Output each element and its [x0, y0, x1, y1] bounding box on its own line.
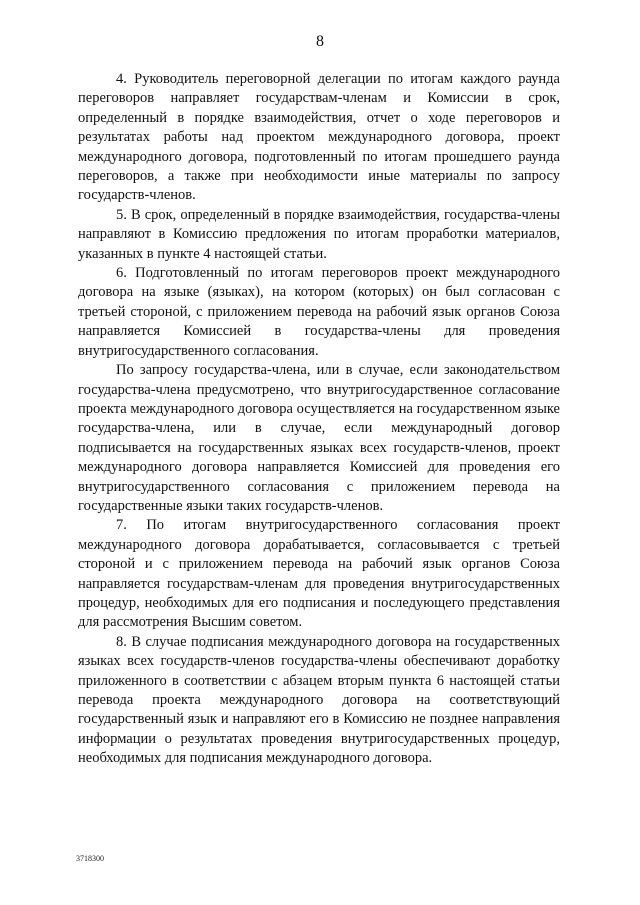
paragraph-point-6: 6. Подготовленный по итогам переговоров проект международного договора на языке (языках), на котором (которых) он был согласован с третьей стороной, с приложением перевода на рабочий язык органов Союза направляется Комиссией в государства-члены для проведения внутригосударственного согласования.	[78, 265, 560, 359]
page-number: 8	[316, 33, 324, 50]
paragraph-point-4: 4. Руководитель переговорной делегации по итогам каждого раунда переговоров направляет государствам-членам и Комиссии в срок, определенный в порядке взаимодействия, отчет о ходе переговоров и результатах работы над проектом международного договора, проект международного договора, подготовленный по итогам прошедшего раунда переговоров, а также при необходимости иные материалы по запросу государств-членов.	[78, 71, 560, 204]
paragraph-point-5: 5. В срок, определенный в порядке взаимодействия, государства-члены направляют в Комиссию предложения по итогам проработки материалов, указанных в пункте 4 настоящей статьи.	[78, 206, 560, 262]
paragraph-point-8: 8. В случае подписания международного договора на государственных языках всех государств-членов государства-члены обеспечивают доработку приложенного в соответствии с абзацем вторым пункта 6 настоящей статьи перевода проекта международного договора на соответствующий государственный язык и направляют его в Комиссию не позднее направления информации о результатах проведения внутригосударственных процедур, необходимых для подписания международного договора.	[78, 633, 560, 767]
document-code: 3718300	[76, 854, 104, 863]
document-body	[78, 70, 560, 769]
paragraph-point-7: 7. По итогам внутригосударственного согласования проект международного договора дорабатывается, согласовывается с третьей стороной и с приложением перевода на рабочий язык органов Союза направляется государствам-членам для проведения внутригосударственных процедур, необходимых для его подписания и последующего представления для рассмотрения Высшим советом.	[78, 517, 560, 631]
paragraph-point-6-continued: По запросу государства-члена, или в случае, если законодательством государства-члена предусмотрено, что внутригосударственное согласование проекта международного договора осуществляется на государственном языке государства-члена, или в случае, если международный договор подписывается на государственных языках всех государств-членов, проект международного договора направляется Комиссией для проведения его внутригосударственного согласования с приложением перевода на государственные языки таких государств-членов.	[78, 362, 560, 514]
